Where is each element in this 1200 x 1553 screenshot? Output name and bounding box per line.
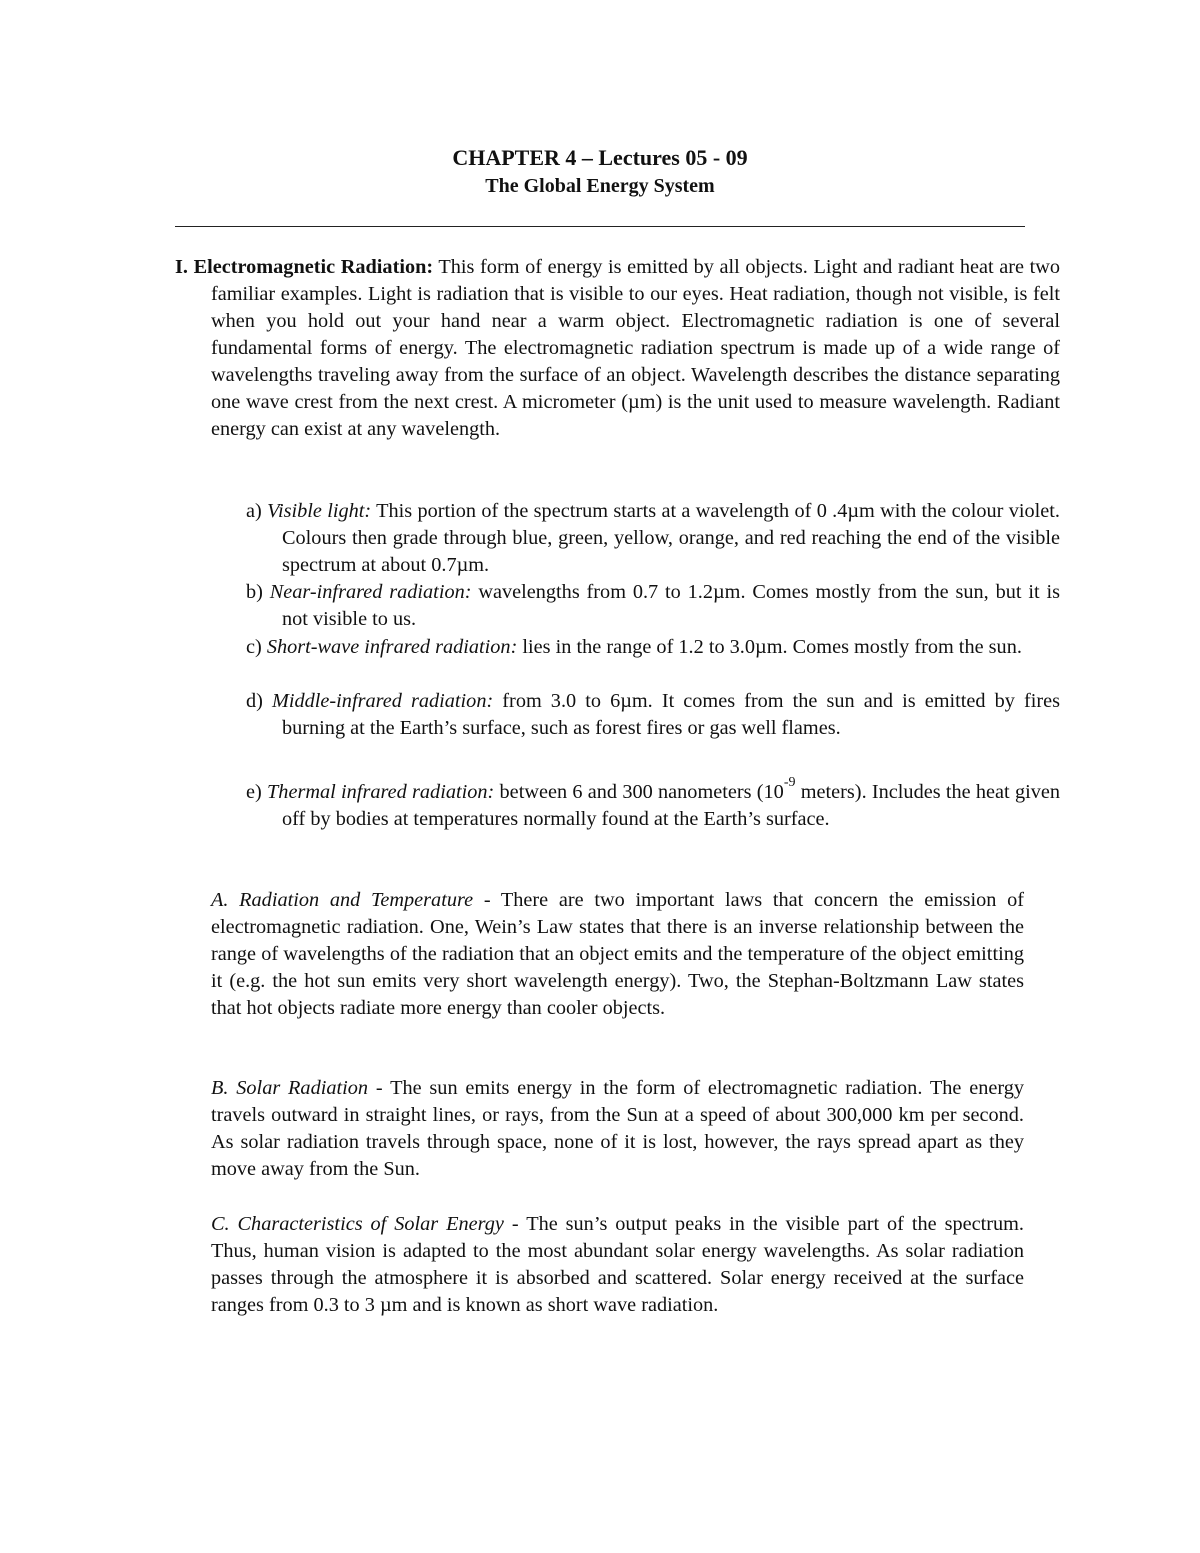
section-heading: I. Electromagnetic Radiation: [175,256,434,278]
item-text: wavelengths from 0.7 to 1.2µm. Comes mostly from the sun, but it is not visible to us. [282,581,1060,630]
item-term: Middle-infrared radiation: [271,690,494,712]
item-text: lies in the range of 1.2 to 3.0µm. Comes mostly from the sun. [517,636,1022,658]
item-term: Thermal infrared radiation: [267,781,495,803]
section-electromagnetic-radiation [175,254,1060,443]
paragraph-text: - The sun’s output peaks in the visible part of the spectrum. Thus, human vision is adapted to the most abundant solar energy wavelengths. As solar radiation passes through the atmosphere it is absorbed and scattered. Solar energy received at the surface ranges from 0.3 to 3 µm and is known as short wave radiation. [211,1213,1024,1316]
list-item-visible-light [246,498,1060,579]
item-text: from 3.0 to 6µm. It comes from the sun and is emitted by fires burning at the Earth’s surface, such as forest fires or gas well flames. [282,690,1060,739]
list-item-middle-infrared [246,688,1060,742]
item-label: e) [246,781,268,803]
item-text-continued: meters). Includes the heat given off by bodies at temperatures normally found at the Earth’s surface. [282,781,1061,830]
paragraph-term: B. Solar Radiation [211,1077,369,1099]
item-label: b) [246,581,270,603]
list-item-thermal-infrared [246,775,1061,833]
item-term: Near-infrared radiation: [269,581,472,603]
list-item-near-infrared [246,579,1060,633]
paragraph-solar-radiation [211,1075,1024,1183]
item-term: Short-wave infrared radiation: [266,636,518,658]
paragraph-radiation-temperature [211,887,1024,1022]
header-divider [175,226,1025,227]
chapter-title: CHAPTER 4 – Lectures 05 - 09 [452,145,748,170]
exponent-superscript: -9 [783,775,796,790]
chapter-subtitle: The Global Energy System [485,175,715,197]
item-label: d) [246,690,272,712]
item-label: c) [246,636,267,658]
paragraph-term: C. Characteristics of Solar Energy [211,1213,504,1235]
paragraph-term: A. Radiation and Temperature [211,889,474,911]
item-text: This portion of the spectrum starts at a wavelength of 0 .4µm with the colour violet. Colours then grade through blue, green, yellow, orange, and red reaching the end of the visible spectrum at about 0.7µm. [282,500,1060,576]
list-item-short-wave-infrared [246,634,1060,661]
paragraph-solar-energy-characteristics [211,1211,1024,1319]
section-text: This form of energy is emitted by all objects. Light and radiant heat are two familiar examples. Light is radiation that is visible to our eyes. Heat radiation, though not visible, is felt when you hold out your hand near a warm object. Electromagnetic radiation is one of several fundamental forms of energy. The electromagnetic radiation spectrum is made up of a wide range of wavelengths traveling away from the surface of an object. Wavelength describes the distance separating one wave crest from the next crest. A micrometer (µm) is the unit used to measure wavelength. Radiant energy can exist at any wavelength. [211,256,1060,440]
item-label: a) [246,500,268,522]
paragraph-text: - The sun emits energy in the form of electromagnetic radiation. The energy travels outward in straight lines, or rays, from the Sun at a speed of about 300,000 km per second. As solar radiation travels through space, none of it is lost, however, the rays spread apart as they move away from the Sun. [211,1077,1025,1180]
item-text: between 6 and 300 nanometers (10 [494,781,784,803]
item-term: Visible light: [267,500,372,522]
paragraph-text: - There are two important laws that concern the emission of electromagnetic radiation. One, Wein’s Law states that there is an inverse relationship between the range of wavelengths of the radiation that an object emits and the temperature of the object emitting it (e.g. the hot sun emits very short wavelength energy). Two, the Stephan-Boltzmann Law states that hot objects radiate more energy than cooler objects. [211,889,1025,1019]
